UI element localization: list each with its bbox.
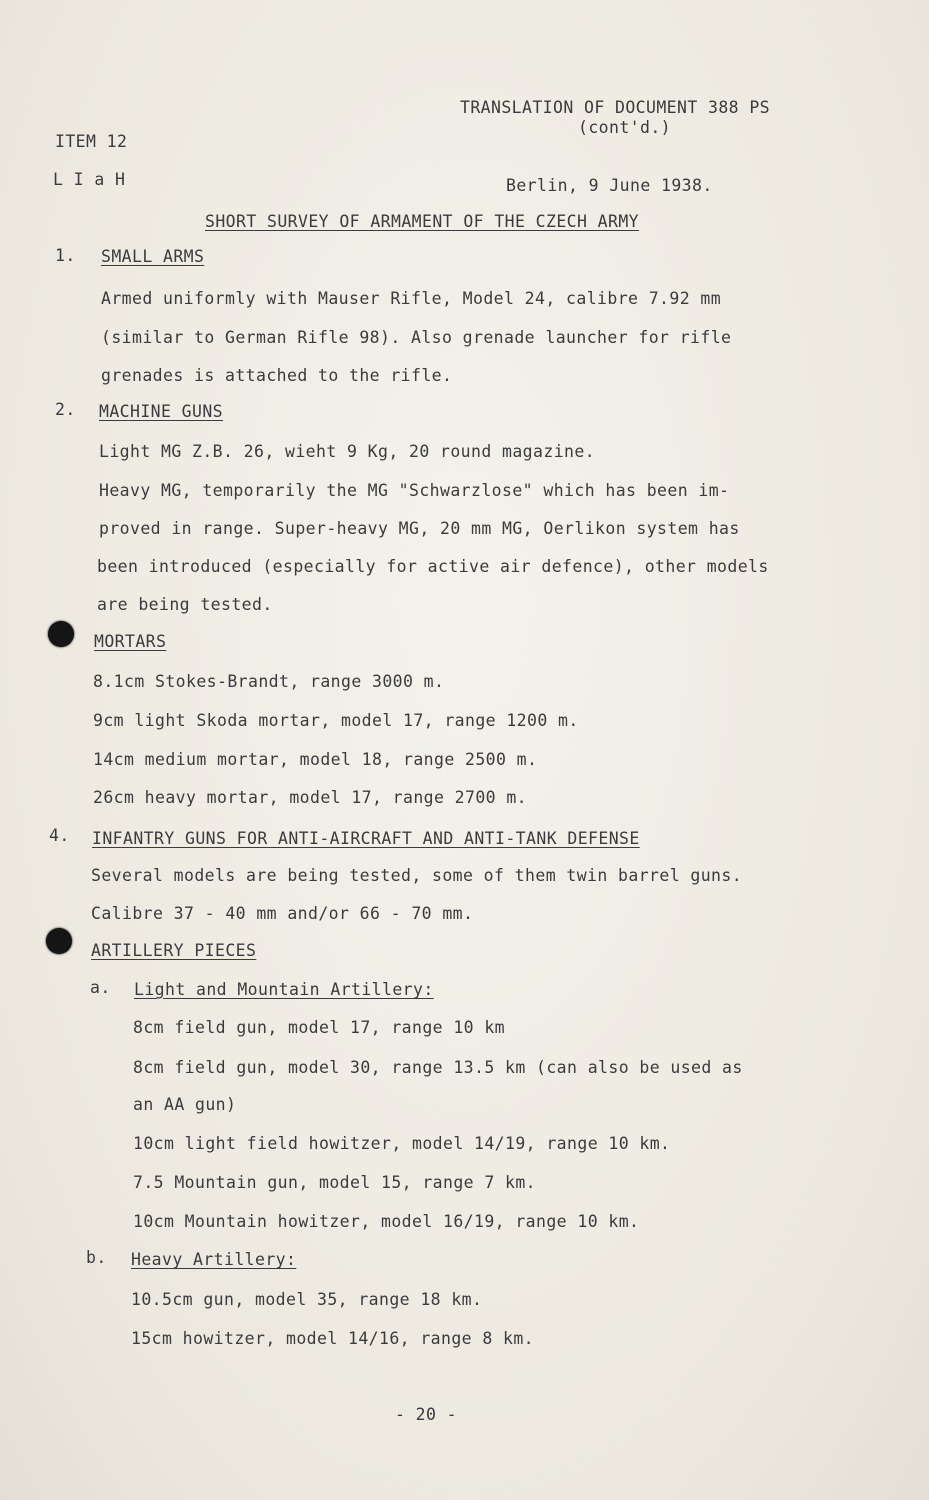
light-artillery-line: 10cm light field howitzer, model 14/19, range 10 km. [133,1134,671,1153]
punch-hole-bottom [46,928,72,954]
machine-guns-line: are being tested. [97,595,273,614]
place-date: Berlin, 9 June 1938. [506,176,713,195]
heading-heavy-artillery: Heavy Artillery: [131,1250,297,1269]
continued-note: (cont'd.) [578,118,672,137]
machine-guns-line: proved in range. Super-heavy MG, 20 mm MG, Oerlikon system has [99,519,740,538]
mortars-line: 9cm light Skoda mortar, model 17, range 1200 m. [93,711,579,730]
artillery-letter-b: b. [86,1248,107,1267]
heading-mortars: MORTARS [94,632,167,651]
light-artillery-line: 8cm field gun, model 17, range 10 km [133,1018,506,1037]
reference-code: L I a H [53,170,126,189]
infantry-guns-line: Calibre 37 - 40 mm and/or 66 - 70 mm. [91,904,474,923]
heading-small-arms: SMALL ARMS [101,247,205,266]
heading-infantry-guns: INFANTRY GUNS FOR ANTI-AIRCRAFT AND ANTI-TANK DEFENSE [92,829,640,848]
page-number: - 20 - [395,1405,458,1424]
heading-artillery: ARTILLERY PIECES [91,941,257,960]
light-artillery-line: 7.5 Mountain gun, model 15, range 7 km. [133,1173,537,1192]
light-artillery-line: an AA gun) [133,1095,237,1114]
infantry-guns-line: Several models are being tested, some of them twin barrel guns. [91,866,743,885]
heavy-artillery-line: 10.5cm gun, model 35, range 18 km. [131,1290,483,1309]
small-arms-line: grenades is attached to the rifle. [101,366,453,385]
section-number-small-arms: 1. [55,246,76,265]
section-number-infantry-guns: 4. [49,826,70,845]
item-number: ITEM 12 [55,132,128,151]
artillery-letter-a: a. [90,978,111,997]
heading-light-artillery: Light and Mountain Artillery: [134,980,434,999]
machine-guns-line: Heavy MG, temporarily the MG "Schwarzlose" which has been im- [99,481,730,500]
small-arms-line: Armed uniformly with Mauser Rifle, Model 24, calibre 7.92 mm [101,289,722,308]
light-artillery-line: 10cm Mountain howitzer, model 16/19, range 10 km. [133,1212,640,1231]
translation-line: TRANSLATION OF DOCUMENT 388 PS [460,98,771,117]
mortars-line: 14cm medium mortar, model 18, range 2500 m. [93,750,538,769]
small-arms-line: (similar to German Rifle 98). Also grenade launcher for rifle [101,328,732,347]
machine-guns-line: Light MG Z.B. 26, wieht 9 Kg, 20 round magazine. [99,442,596,461]
mortars-line: 26cm heavy mortar, model 17, range 2700 m. [93,788,528,807]
heading-machine-guns: MACHINE GUNS [99,402,224,421]
section-number-machine-guns: 2. [55,400,76,419]
document-title: SHORT SURVEY OF ARMAMENT OF THE CZECH ARMY [205,212,640,231]
machine-guns-line: been introduced (especially for active air defence), other models [97,557,769,576]
light-artillery-line: 8cm field gun, model 30, range 13.5 km (can also be used as [133,1058,743,1077]
heavy-artillery-line: 15cm howitzer, model 14/16, range 8 km. [131,1329,535,1348]
punch-hole-top [48,621,74,647]
mortars-line: 8.1cm Stokes-Brandt, range 3000 m. [93,672,445,691]
